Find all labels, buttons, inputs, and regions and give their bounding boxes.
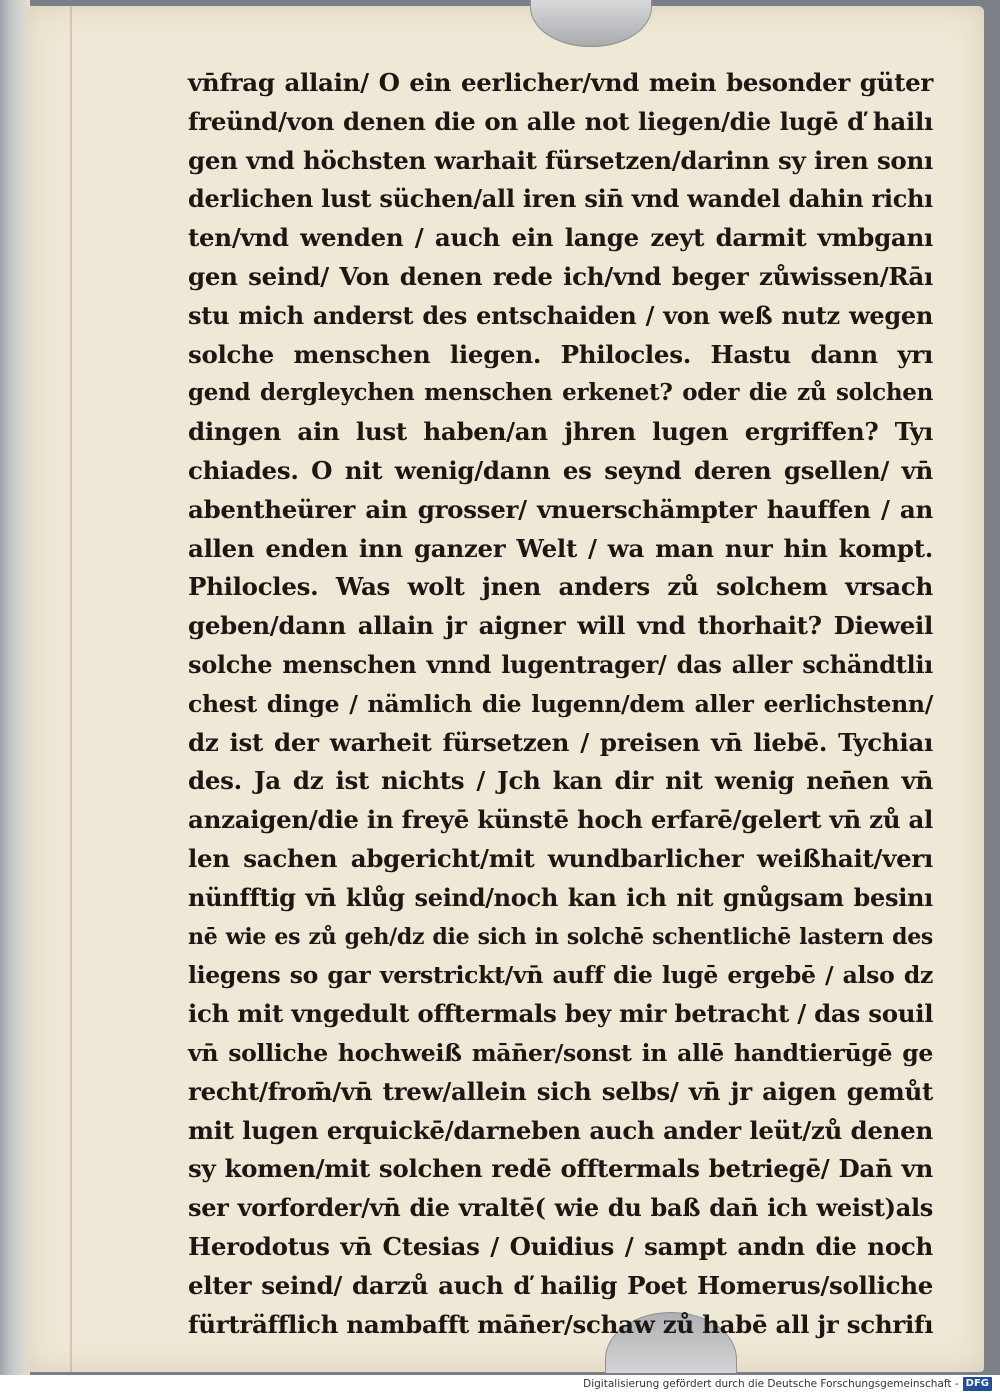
text-line: abentheürer ain grosser/ vnuerschämpter hauffen / an: [188, 494, 933, 524]
text-line: ten/vnd wenden / auch ein lange zeyt darmit vmbganı: [188, 223, 933, 253]
footer-credit: Digitalisierung gefördert durch die Deutsche Forschungsgemeinschaft -: [583, 1378, 959, 1390]
text-line: stu mich anderst des entschaiden / von weß nutz wegen: [188, 300, 933, 330]
text-line: mit lugen erquickē/darneben auch ander leüt/zů denen: [188, 1115, 933, 1145]
text-line: chiades. O nit wenig/dann es seynd deren gsellen/ vn̄: [188, 455, 933, 485]
text-line: nē wie es zů geh/dz die sich in solchē schentlichē lastern des: [188, 923, 933, 950]
text-line: liegens so gar verstrickt/vn̄ auff die lugē ergebē / also dz: [188, 961, 933, 990]
text-line: gen vnd höchsten warhait fürsetzen/darinn sy iren sonı: [188, 145, 933, 175]
text-line: len sachen abgericht/mit wundbarlicher weißhait/verı: [188, 843, 933, 873]
text-line: allen enden inn ganzer Welt / wa man nur hin kompt.: [188, 533, 933, 563]
text-line: solche menschen liegen. Philocles. Hastu dann yrı: [188, 339, 933, 369]
text-line: anzaigen/die in freyē künstē hoch erfarē/gelert vn̄ zů al: [188, 805, 934, 835]
page-edge-line: [70, 6, 72, 1372]
text-line: solche menschen vnnd lugentrager/ das aller schändtliı: [188, 649, 933, 679]
text-line: ich mit vngedult offtermals bey mir betracht / das souil: [188, 999, 934, 1029]
text-line: gend dergleychen menschen erkenet? oder die zů solchen: [188, 379, 933, 407]
text-line: vn̄frag allain/ O ein eerlicher/vnd mein besonder güter: [188, 68, 933, 97]
text-line: geben/dann allain jr aigner will vnd thorhait? Dieweil: [188, 611, 933, 641]
page-text: [188, 64, 933, 1344]
text-line: sy komen/mit solchen redē offtermals betriegē/ Dan̄ vn: [188, 1154, 933, 1184]
text-line: nünfftig vn̄ klůg seind/noch kan ich nit gnůgsam besinı: [188, 882, 933, 912]
text-line: Herodotus vn̄ Ctesias / Ouidius / sampt andn die noch: [188, 1231, 933, 1261]
text-line: freünd/von denen die on alle not liegen/die lugē ď hailı: [188, 106, 933, 136]
footer: [583, 1375, 992, 1393]
text-line: dingen ain lust haben/an jhren lugen ergriffen? Tyı: [188, 417, 933, 447]
dfg-logo-icon: DFG: [963, 1377, 992, 1391]
text-line: chest dinge / nämlich die lugenn/dem aller eerlichstenn/: [188, 689, 933, 718]
text-line: ser vorforder/vn̄ die vraltē( wie du baß dan̄ ich weist)als: [188, 1193, 933, 1223]
text-line: vn̄ solliche hochweiß mān̄er/sonst in allē handtierūgē ge: [188, 1038, 933, 1067]
text-line: gen seind/ Von denen rede ich/vnd beger zůwissen/Rāı: [188, 261, 933, 291]
text-line: elter seind/ darzů auch ď hailig Poet Homerus/solliche: [188, 1270, 933, 1300]
text-line: derlichen lust süchen/all iren sin̄ vnd wandel dahin richı: [188, 184, 933, 214]
text-line: dz ist der warheit fürsetzen / preisen vn̄ liebē. Tychiaı: [188, 727, 933, 757]
text-line: Philocles. Was wolt jnen anders zů solchem vrsach: [188, 572, 933, 602]
text-line: fürträfflich nambafft mān̄er/schaw zů habē all jr schrifı: [188, 1309, 934, 1339]
text-line: des. Ja dz ist nichts / Jch kan dir nit wenig nen̄en vn̄: [188, 766, 933, 796]
text-line: recht/from̄/vn̄ trew/allein sich selbs/ vn̄ jr aigen gemůt: [188, 1076, 933, 1106]
